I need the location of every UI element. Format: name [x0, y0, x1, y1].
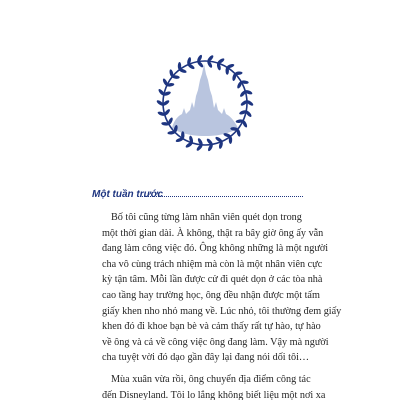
text-line: cha tuyệt vời đó dạo gần đây lại đang nói dối tôi…	[102, 352, 310, 364]
section-heading: Một tuần trước	[92, 189, 164, 200]
castle-wreath-icon	[152, 50, 258, 156]
text-line: về ông và cả về công việc ông đang làm. Vậy mà người	[102, 336, 329, 348]
text-line: Mùa xuân vừa rồi, ông chuyển địa điểm công tác	[111, 373, 311, 385]
text-line: một thời gian dài. À không, thật ra bây giờ ông ấy vẫn	[102, 227, 324, 239]
text-line: đến Disneyland. Tôi lo lắng không biết liệu một nơi xa	[102, 389, 326, 400]
text-line: Bố tôi cũng từng làm nhân viên quét dọn trong	[111, 212, 302, 223]
heading-dotted-rule	[142, 196, 303, 197]
paragraph-1	[102, 210, 342, 366]
text-line: cha vô cùng trách nhiệm mà còn là một nhân viên cực	[102, 258, 323, 270]
text-line: khen đó đi khoe bạn bè và cảm thấy rất tự hào, tự hào	[102, 321, 321, 333]
text-line: cao tầng hay trường học, ông đều nhận được một tấm	[102, 289, 320, 301]
castle-shape	[172, 64, 238, 136]
body-text	[102, 210, 342, 400]
paragraph-2	[102, 372, 326, 400]
castle-silhouette	[172, 64, 238, 136]
text-line: kỳ tận tâm. Mỗi lần được cử đi quét dọn ở các tòa nhà	[102, 274, 323, 286]
text-line: giấy khen nho nhỏ mang về. Lúc nhỏ, tôi thường đem giấy	[102, 305, 342, 317]
text-line: đang làm công việc đó. Ông không những là một người	[102, 243, 329, 255]
